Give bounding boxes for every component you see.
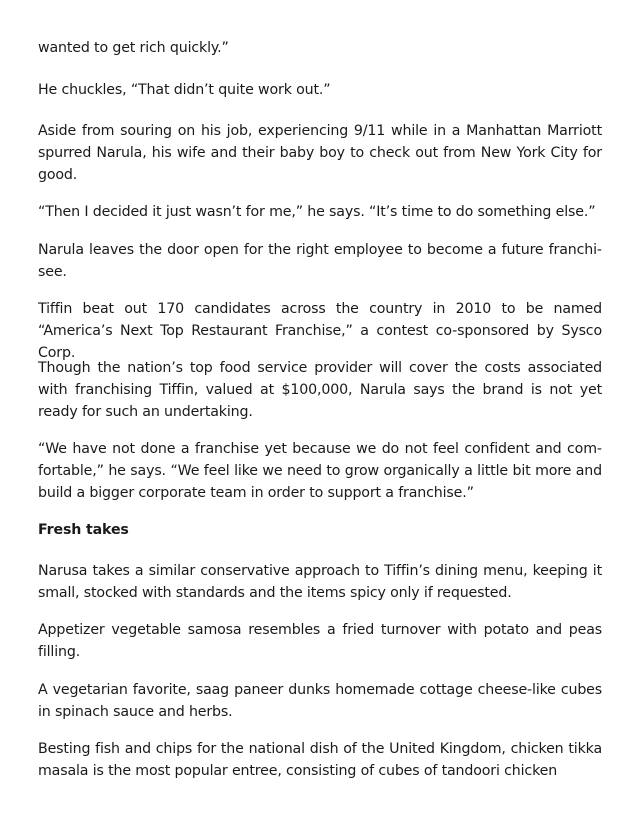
paragraph-3: Aside from souring on his job, experiencing 9/11 while in a Manhattan Marriott spurred Narula, his wife and their baby boy to check out from New York City for good. xyxy=(38,123,602,183)
paragraph-8: “We have not done a franchise yet because we do not feel confident and comfortable,” he says. “We feel like we need to grow organically a little bit more and build a bigger corporate team in order to support a franchise.” xyxy=(38,441,602,501)
paragraph-10: Appetizer vegetable samosa resembles a fried turnover with potato and peas filling. xyxy=(38,622,602,660)
section-heading: Fresh takes xyxy=(38,522,129,538)
paragraph-4: “Then I decided it just wasn’t for me,” he says. “It’s time to do something else.” xyxy=(38,204,596,220)
paragraph-7: Though the nation’s top food service provider will cover the costs associated with franchising Tiffin, valued at $100,000, Narula says the brand is not yet ready for such an undertaking. xyxy=(38,360,602,420)
paragraph-5: Narula leaves the door open for the right employee to become a future franchisee. xyxy=(38,242,602,280)
paragraph-11: A vegetarian favorite, saag paneer dunks homemade cottage cheese-like cubes in spinach sauce and herbs. xyxy=(38,682,602,720)
paragraph-9: Narusa takes a similar conservative approach to Tiffin’s dining menu, keeping it small, stocked with standards and the items spicy only if requested. xyxy=(38,563,602,601)
paragraph-6: Tiffin beat out 170 candidates across the country in 2010 to be named “America’s Next Top Restaurant Franchise,” a contest co-sponsored by Sysco Corp. xyxy=(38,301,602,361)
paragraph-2: He chuckles, “That didn’t quite work out.” xyxy=(38,82,331,98)
paragraph-1: wanted to get rich quickly.” xyxy=(38,40,229,56)
paragraph-12: Besting fish and chips for the national dish of the United Kingdom, chicken tikka masala is the most popular entree, consisting of cubes of tandoori chicken xyxy=(38,741,602,779)
